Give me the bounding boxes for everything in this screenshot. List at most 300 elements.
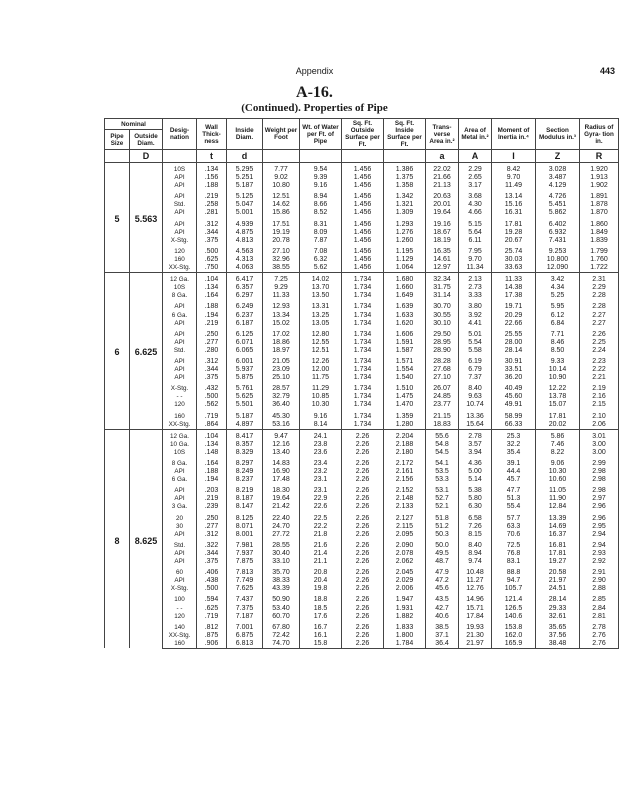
outside-surface-cell: 2.26 [342, 476, 384, 484]
inside-surface-cell: 1.784 [384, 640, 426, 649]
designation-cell: API [163, 484, 197, 495]
section-modulus-cell: 6.84 [536, 320, 580, 328]
header-metal-area: Area of Metal in.² [459, 119, 492, 150]
water-weight-cell: 8.66 [300, 201, 342, 209]
section-modulus-cell: 13.39 [536, 512, 580, 523]
inside-surface-cell: 2.090 [384, 539, 426, 550]
moment-inertia-cell: 63.3 [492, 523, 536, 531]
wall-thickness-cell: .194 [197, 312, 227, 320]
water-weight-cell: 10.85 [300, 393, 342, 401]
transverse-area-cell: 50.3 [426, 531, 459, 539]
transverse-area-cell: 30.10 [426, 320, 459, 328]
section-modulus-cell: 5.86 [536, 429, 580, 441]
designation-cell: API [163, 174, 197, 182]
inside-diam-cell: 8.147 [227, 503, 263, 511]
header-nominal: Nominal [105, 119, 163, 130]
water-weight-cell: 23.4 [300, 457, 342, 468]
transverse-area-cell: 32.34 [426, 273, 459, 285]
outside-surface-cell: 2.26 [342, 495, 384, 503]
moment-inertia-cell: 83.1 [492, 558, 536, 566]
symbol-designation [163, 150, 197, 163]
wall-thickness-cell: .164 [197, 457, 227, 468]
radius-gyration-cell: 2.98 [580, 484, 619, 495]
metal-area-cell: 6.19 [459, 355, 492, 366]
outside-surface-cell: 1.456 [342, 264, 384, 273]
inside-diam-cell: 8.187 [227, 495, 263, 503]
water-weight-cell: 23.8 [300, 441, 342, 449]
inside-diam-cell: 5.937 [227, 366, 263, 374]
metal-area-cell: 10.48 [459, 566, 492, 577]
moment-inertia-cell: 51.3 [492, 495, 536, 503]
weight-per-foot-cell: 15.02 [263, 320, 300, 328]
designation-cell: XX-Stg. [163, 421, 197, 430]
outside-surface-cell: 1.456 [342, 163, 384, 175]
moment-inertia-cell: 11.49 [492, 182, 536, 190]
designation-cell: API [163, 550, 197, 558]
wall-thickness-cell: .406 [197, 566, 227, 577]
designation-cell: 120 [163, 245, 197, 256]
water-weight-cell: 9.54 [300, 163, 342, 175]
weight-per-foot-cell: 28.55 [263, 539, 300, 550]
inside-diam-cell: 8.417 [227, 429, 263, 441]
outside-surface-cell: 2.26 [342, 566, 384, 577]
wall-thickness-cell: .500 [197, 245, 227, 256]
transverse-area-cell: 43.5 [426, 593, 459, 604]
inside-surface-cell: 1.358 [384, 182, 426, 190]
wall-thickness-cell: .164 [197, 292, 227, 300]
section-modulus-cell: 8.46 [536, 339, 580, 347]
transverse-area-cell: 29.50 [426, 328, 459, 339]
outside-surface-cell: 2.26 [342, 429, 384, 441]
table-row [105, 484, 619, 495]
water-weight-cell: 11.29 [300, 382, 342, 393]
radius-gyration-cell: 2.92 [580, 558, 619, 566]
symbol-od: D [130, 150, 163, 163]
wall-thickness-cell: .719 [197, 410, 227, 421]
metal-area-cell: 2.73 [459, 284, 492, 292]
section-modulus-cell: 32.61 [536, 613, 580, 621]
inside-diam-cell: 6.813 [227, 640, 263, 649]
weight-per-foot-cell: 14.62 [263, 201, 300, 209]
header-radius-gyration: Radius of Gyra- tion in. [580, 119, 619, 150]
metal-area-cell: 3.68 [459, 190, 492, 201]
moment-inertia-cell: 28.00 [492, 339, 536, 347]
section-modulus-cell: 3.028 [536, 163, 580, 175]
moment-inertia-cell: 20.29 [492, 312, 536, 320]
header-inside-diam: Inside Diam. [227, 119, 263, 150]
inside-surface-cell: 2.133 [384, 503, 426, 511]
section-modulus-cell: 10.800 [536, 256, 580, 264]
moment-inertia-cell: 33.63 [492, 264, 536, 273]
metal-area-cell: 5.14 [459, 476, 492, 484]
designation-cell: X-Stg. [163, 585, 197, 593]
wall-thickness-cell: .277 [197, 339, 227, 347]
radius-gyration-cell: 2.98 [580, 476, 619, 484]
designation-cell: 140 [163, 621, 197, 632]
water-weight-cell: 19.8 [300, 585, 342, 593]
symbol-water [300, 150, 342, 163]
transverse-area-cell: 16.35 [426, 245, 459, 256]
transverse-area-cell: 53.5 [426, 468, 459, 476]
outside-surface-cell: 1.734 [342, 300, 384, 311]
wall-thickness-cell: .280 [197, 347, 227, 355]
transverse-area-cell: 38.5 [426, 621, 459, 632]
water-weight-cell: 23.1 [300, 476, 342, 484]
metal-area-cell: 5.15 [459, 218, 492, 229]
water-weight-cell: 11.75 [300, 374, 342, 382]
weight-per-foot-cell: 74.70 [263, 640, 300, 649]
inside-diam-cell: 5.295 [227, 163, 263, 175]
transverse-area-cell: 40.6 [426, 613, 459, 621]
transverse-area-cell: 52.1 [426, 503, 459, 511]
inside-diam-cell: 4.897 [227, 421, 263, 430]
header-transverse-area: Trans- verse Area in.² [426, 119, 459, 150]
table-row [105, 182, 619, 190]
designation-cell: X-Stg. [163, 382, 197, 393]
inside-diam-cell: 5.875 [227, 374, 263, 382]
inside-diam-cell: 5.187 [227, 182, 263, 190]
outside-diam-cell: 6.625 [130, 273, 163, 430]
header-section-modulus: Section Modulus in.³ [536, 119, 580, 150]
water-weight-cell: 12.51 [300, 347, 342, 355]
inside-diam-cell: 6.249 [227, 300, 263, 311]
table-row [105, 421, 619, 430]
radius-gyration-cell: 2.95 [580, 523, 619, 531]
wall-thickness-cell: .104 [197, 429, 227, 441]
inside-diam-cell: 6.125 [227, 328, 263, 339]
moment-inertia-cell: 105.7 [492, 585, 536, 593]
water-weight-cell: 8.31 [300, 218, 342, 229]
weight-per-foot-cell: 53.40 [263, 605, 300, 613]
header-outside-surface: Sq. Ft. Outside Surface per Ft. [342, 119, 384, 150]
inside-diam-cell: 7.875 [227, 558, 263, 566]
moment-inertia-cell: 94.7 [492, 577, 536, 585]
designation-cell: 160 [163, 640, 197, 649]
inside-surface-cell: 1.510 [384, 382, 426, 393]
outside-surface-cell: 1.456 [342, 201, 384, 209]
transverse-area-cell: 27.68 [426, 366, 459, 374]
outside-surface-cell: 2.26 [342, 577, 384, 585]
wall-thickness-cell: .594 [197, 593, 227, 604]
outside-surface-cell: 1.734 [342, 320, 384, 328]
inside-diam-cell: 5.761 [227, 382, 263, 393]
water-weight-cell: 22.6 [300, 503, 342, 511]
radius-gyration-cell: 1.839 [580, 237, 619, 245]
metal-area-cell: 8.15 [459, 531, 492, 539]
inside-diam-cell: 7.981 [227, 539, 263, 550]
section-modulus-cell: 14.69 [536, 523, 580, 531]
weight-per-foot-cell: 11.33 [263, 292, 300, 300]
inside-diam-cell: 6.357 [227, 284, 263, 292]
section-modulus-cell: 35.65 [536, 621, 580, 632]
symbol-size [105, 150, 130, 163]
weight-per-foot-cell: 17.51 [263, 218, 300, 229]
inside-diam-cell: 6.237 [227, 312, 263, 320]
weight-per-foot-cell: 72.42 [263, 632, 300, 640]
wall-thickness-cell: .625 [197, 605, 227, 613]
water-weight-cell: 5.62 [300, 264, 342, 273]
wall-thickness-cell: .562 [197, 401, 227, 409]
moment-inertia-cell: 57.7 [492, 512, 536, 523]
water-weight-cell: 8.52 [300, 209, 342, 217]
metal-area-cell: 15.71 [459, 605, 492, 613]
weight-per-foot-cell: 38.55 [263, 264, 300, 273]
transverse-area-cell: 28.90 [426, 347, 459, 355]
section-modulus-cell: 9.253 [536, 245, 580, 256]
section-modulus-cell: 38.48 [536, 640, 580, 649]
table-row [105, 347, 619, 355]
radius-gyration-cell: 2.16 [580, 393, 619, 401]
header-weight-per-foot: Weight per Foot [263, 119, 300, 150]
weight-per-foot-cell: 16.90 [263, 468, 300, 476]
inside-surface-cell: 2.148 [384, 495, 426, 503]
section-modulus-cell: 37.56 [536, 632, 580, 640]
weight-per-foot-cell: 23.09 [263, 366, 300, 374]
metal-area-cell: 17.84 [459, 613, 492, 621]
table-row [105, 218, 619, 229]
inside-diam-cell: 7.749 [227, 577, 263, 585]
transverse-area-cell: 54.5 [426, 449, 459, 457]
outside-surface-cell: 2.26 [342, 593, 384, 604]
inside-diam-cell: 8.357 [227, 441, 263, 449]
section-modulus-cell: 6.12 [536, 312, 580, 320]
table-row [105, 457, 619, 468]
metal-area-cell: 5.64 [459, 229, 492, 237]
table-row [105, 632, 619, 640]
radius-gyration-cell: 2.96 [580, 512, 619, 523]
outside-surface-cell: 1.734 [342, 312, 384, 320]
wall-thickness-cell: .500 [197, 393, 227, 401]
table-row [105, 449, 619, 457]
wall-thickness-cell: .281 [197, 209, 227, 217]
section-modulus-cell: 8.22 [536, 449, 580, 457]
moment-inertia-cell: 25.3 [492, 429, 536, 441]
moment-inertia-cell: 33.51 [492, 366, 536, 374]
transverse-area-cell: 42.7 [426, 605, 459, 613]
moment-inertia-cell: 8.42 [492, 163, 536, 175]
outside-surface-cell: 1.456 [342, 237, 384, 245]
designation-cell: API [163, 531, 197, 539]
metal-area-cell: 15.64 [459, 421, 492, 430]
moment-inertia-cell: 28.14 [492, 347, 536, 355]
outside-diam-cell: 5.563 [130, 163, 163, 273]
moment-inertia-cell: 45.60 [492, 393, 536, 401]
inside-surface-cell: 1.321 [384, 201, 426, 209]
inside-surface-cell: 2.161 [384, 468, 426, 476]
transverse-area-cell: 24.85 [426, 393, 459, 401]
weight-per-foot-cell: 17.02 [263, 328, 300, 339]
transverse-area-cell: 51.2 [426, 523, 459, 531]
metal-area-cell: 9.63 [459, 393, 492, 401]
weight-per-foot-cell: 12.51 [263, 190, 300, 201]
running-head: Appendix [295, 66, 334, 76]
moment-inertia-cell: 45.7 [492, 476, 536, 484]
table-row [105, 382, 619, 393]
inside-surface-cell: 1.375 [384, 174, 426, 182]
radius-gyration-cell: 1.870 [580, 209, 619, 217]
table-row [105, 429, 619, 441]
section-modulus-cell: 4.726 [536, 190, 580, 201]
weight-per-foot-cell: 35.70 [263, 566, 300, 577]
wall-thickness-cell: .104 [197, 273, 227, 285]
outside-surface-cell: 1.734 [342, 347, 384, 355]
metal-area-cell: 2.78 [459, 429, 492, 441]
outside-surface-cell: 1.456 [342, 256, 384, 264]
radius-gyration-cell: 2.84 [580, 605, 619, 613]
section-modulus-cell: 8.50 [536, 347, 580, 355]
water-weight-cell: 12.26 [300, 355, 342, 366]
radius-gyration-cell: 2.90 [580, 577, 619, 585]
moment-inertia-cell: 40.49 [492, 382, 536, 393]
radius-gyration-cell: 2.98 [580, 468, 619, 476]
section-modulus-cell: 11.05 [536, 484, 580, 495]
transverse-area-cell: 47.9 [426, 566, 459, 577]
water-weight-cell: 14.02 [300, 273, 342, 285]
designation-cell: 10S [163, 449, 197, 457]
metal-area-cell: 4.36 [459, 457, 492, 468]
moment-inertia-cell: 121.4 [492, 593, 536, 604]
designation-cell: 6 Ga. [163, 476, 197, 484]
wall-thickness-cell: .344 [197, 229, 227, 237]
outside-surface-cell: 2.26 [342, 632, 384, 640]
wall-thickness-cell: .277 [197, 523, 227, 531]
transverse-area-cell: 53.1 [426, 484, 459, 495]
wall-thickness-cell: .625 [197, 256, 227, 264]
outside-surface-cell: 1.734 [342, 273, 384, 285]
table-row [105, 312, 619, 320]
metal-area-cell: 7.95 [459, 245, 492, 256]
weight-per-foot-cell: 27.10 [263, 245, 300, 256]
inside-surface-cell: 1.260 [384, 237, 426, 245]
outside-surface-cell: 1.734 [342, 355, 384, 366]
transverse-area-cell: 50.0 [426, 539, 459, 550]
inside-surface-cell: 1.800 [384, 632, 426, 640]
wall-thickness-cell: .432 [197, 382, 227, 393]
outside-surface-cell: 1.456 [342, 245, 384, 256]
designation-cell: 20 [163, 512, 197, 523]
metal-area-cell: 5.80 [459, 495, 492, 503]
section-modulus-cell: 4.34 [536, 284, 580, 292]
inside-diam-cell: 5.251 [227, 174, 263, 182]
table-row [105, 468, 619, 476]
symbol-id: d [227, 150, 263, 163]
water-weight-cell: 13.05 [300, 320, 342, 328]
metal-area-cell: 6.79 [459, 366, 492, 374]
section-modulus-cell: 15.07 [536, 401, 580, 409]
table-row [105, 374, 619, 382]
table-row [105, 174, 619, 182]
water-weight-cell: 22.5 [300, 512, 342, 523]
table-row [105, 503, 619, 511]
outside-surface-cell: 1.734 [342, 421, 384, 430]
transverse-area-cell: 53.3 [426, 476, 459, 484]
inside-diam-cell: 8.219 [227, 484, 263, 495]
designation-cell: 160 [163, 410, 197, 421]
metal-area-cell: 5.00 [459, 468, 492, 476]
section-modulus-cell: 20.02 [536, 421, 580, 430]
metal-area-cell: 6.11 [459, 237, 492, 245]
radius-gyration-cell: 1.860 [580, 218, 619, 229]
wall-thickness-cell: .344 [197, 550, 227, 558]
outside-surface-cell: 2.26 [342, 484, 384, 495]
section-modulus-cell: 10.60 [536, 476, 580, 484]
section-modulus-cell: 7.71 [536, 328, 580, 339]
radius-gyration-cell: 2.28 [580, 300, 619, 311]
weight-per-foot-cell: 50.90 [263, 593, 300, 604]
weight-per-foot-cell: 28.57 [263, 382, 300, 393]
outside-surface-cell: 2.26 [342, 523, 384, 531]
wall-thickness-cell: .812 [197, 621, 227, 632]
moment-inertia-cell: 49.91 [492, 401, 536, 409]
weight-per-foot-cell: 7.25 [263, 273, 300, 285]
transverse-area-cell: 23.77 [426, 401, 459, 409]
table-row [105, 613, 619, 621]
wall-thickness-cell: .156 [197, 174, 227, 182]
section-modulus-cell: 9.06 [536, 457, 580, 468]
radius-gyration-cell: 2.91 [580, 566, 619, 577]
outside-surface-cell: 1.734 [342, 374, 384, 382]
section-modulus-cell: 24.51 [536, 585, 580, 593]
inside-diam-cell: 7.813 [227, 566, 263, 577]
water-weight-cell: 13.50 [300, 292, 342, 300]
designation-cell: - - [163, 393, 197, 401]
moment-inertia-cell: 19.71 [492, 300, 536, 311]
metal-area-cell: 14.96 [459, 593, 492, 604]
table-row [105, 229, 619, 237]
inside-diam-cell: 8.237 [227, 476, 263, 484]
section-modulus-cell: 5.95 [536, 300, 580, 311]
table-row [105, 523, 619, 531]
wall-thickness-cell: .219 [197, 495, 227, 503]
water-weight-cell: 10.30 [300, 401, 342, 409]
outside-surface-cell: 2.26 [342, 558, 384, 566]
radius-gyration-cell: 2.10 [580, 410, 619, 421]
designation-cell: XX-Stg. [163, 632, 197, 640]
inside-diam-cell: 6.187 [227, 320, 263, 328]
inside-surface-cell: 2.078 [384, 550, 426, 558]
section-modulus-cell: 21.97 [536, 577, 580, 585]
symbol-gyration: R [580, 150, 619, 163]
metal-area-cell: 3.17 [459, 182, 492, 190]
moment-inertia-cell: 22.66 [492, 320, 536, 328]
table-row [105, 401, 619, 409]
radius-gyration-cell: 2.06 [580, 421, 619, 430]
symbol-wall: t [197, 150, 227, 163]
transverse-area-cell: 19.64 [426, 209, 459, 217]
transverse-area-cell: 47.2 [426, 577, 459, 585]
inside-diam-cell: 4.875 [227, 229, 263, 237]
water-weight-cell: 7.08 [300, 245, 342, 256]
outside-surface-cell: 1.734 [342, 339, 384, 347]
weight-per-foot-cell: 60.70 [263, 613, 300, 621]
weight-per-foot-cell: 43.39 [263, 585, 300, 593]
designation-cell: 8 Ga. [163, 292, 197, 300]
water-weight-cell: 21.6 [300, 539, 342, 550]
radius-gyration-cell: 1.799 [580, 245, 619, 256]
inside-surface-cell: 2.127 [384, 512, 426, 523]
table-row [105, 476, 619, 484]
table-row [105, 339, 619, 347]
moment-inertia-cell: 66.33 [492, 421, 536, 430]
inside-surface-cell: 2.029 [384, 577, 426, 585]
radius-gyration-cell: 2.25 [580, 339, 619, 347]
table-row [105, 163, 619, 175]
designation-cell: 12 Ga. [163, 273, 197, 285]
inside-surface-cell: 2.095 [384, 531, 426, 539]
water-weight-cell: 21.1 [300, 558, 342, 566]
inside-surface-cell: 1.620 [384, 320, 426, 328]
weight-per-foot-cell: 18.30 [263, 484, 300, 495]
